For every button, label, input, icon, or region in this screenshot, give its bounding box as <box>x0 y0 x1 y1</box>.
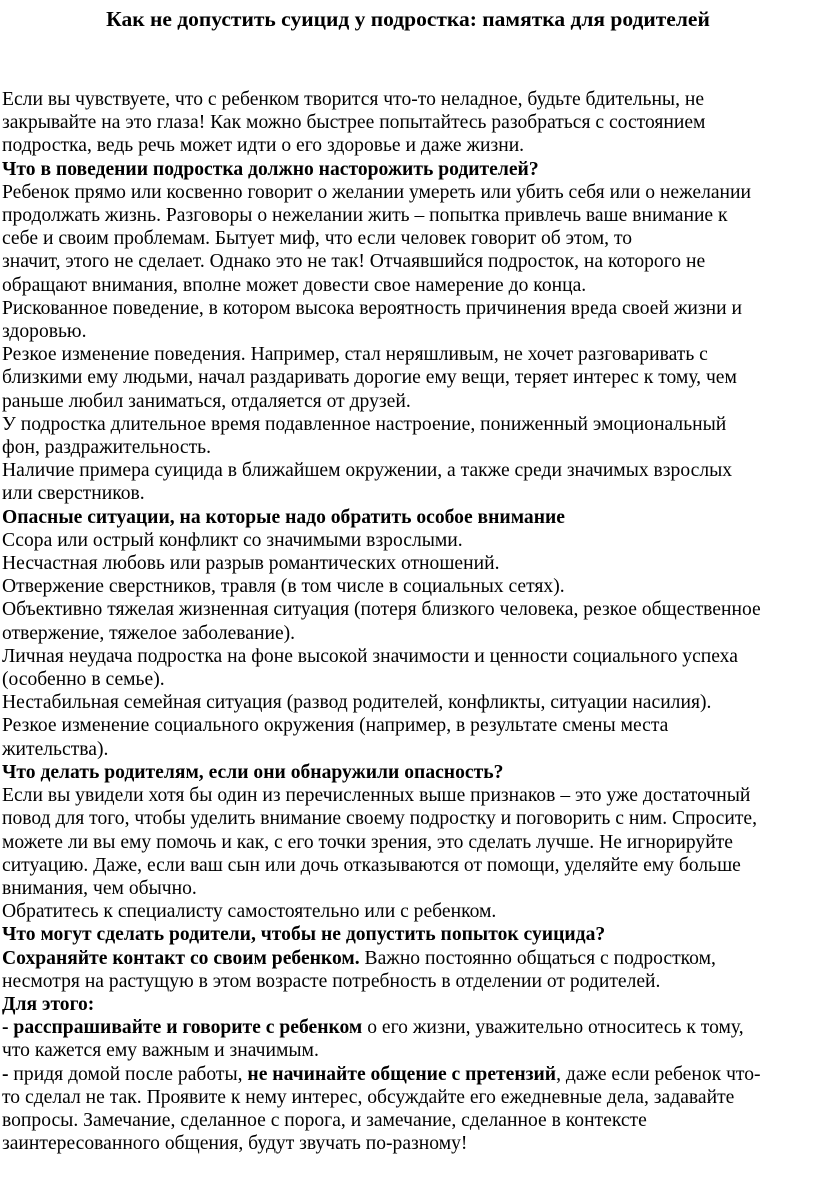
situation-line: (особенно в семье). <box>2 669 165 691</box>
warning-sign-line: обращают внимания, вполне может довести свое намерение до конца. <box>2 274 587 296</box>
contact-bold: Сохраняйте контакт со своим ребенком. <box>2 947 360 969</box>
warning-sign-line: продолжать жизнь. Разговоры о нежелании жить – попытка привлечь ваше внимание к <box>2 205 728 227</box>
for-this-label: Для этого: <box>2 993 95 1015</box>
advice-line: Если вы увидели хотя бы один из перечисленных выше признаков – это уже достаточный <box>2 785 751 807</box>
situation-line: Объективно тяжелая жизненная ситуация (потеря близкого человека, резкое общественное <box>2 599 761 621</box>
document-body <box>2 88 816 1155</box>
contact-line: несмотря на растущую в этом возрасте потребность в отделении от родителей. <box>2 970 661 992</box>
intro-line: подростка, ведь речь может идти о его здоровье и даже жизни. <box>2 135 525 157</box>
situation-line: Несчастная любовь или разрыв романтических отношений. <box>2 553 500 575</box>
tip-line: что кажется ему важным и значимым. <box>2 1040 319 1062</box>
tip-bold: не начинайте общение с претензий <box>247 1063 557 1085</box>
tip-post: , даже если ребенок что- <box>556 1063 761 1085</box>
tip-bold: - расспрашивайте и говорите с ребенком <box>2 1017 363 1039</box>
situation-line: Нестабильная семейная ситуация (развод родителей, конфликты, ситуации насилия). <box>2 692 712 714</box>
tip-line <box>2 1016 816 1039</box>
tip-line: вопросы. Замечание, сделанное с порога, и замечание, сделанное в контексте <box>2 1109 647 1131</box>
warning-sign-line: себе и своим проблемам. Бытует миф, что если человек говорит об этом, то <box>2 228 633 250</box>
section-heading-warning-signs: Что в поведении подростка должно насторожить родителей? <box>2 158 539 180</box>
tip-line: то сделал не так. Проявите к нему интерес, обсуждайте его ежедневные дела, задавайте <box>2 1086 735 1108</box>
warning-sign-line: здоровью. <box>2 321 87 343</box>
advice-line: можете ли вы ему помочь и как, с его точки зрения, это сделать лучше. Не игнорируйте <box>2 831 733 853</box>
situation-line: Резкое изменение социального окружения (например, в результате смены места <box>2 715 669 737</box>
advice-line: ситуацию. Даже, если ваш сын или дочь отказываются от помощи, уделяйте ему больше <box>2 854 741 876</box>
advice-line: повод для того, чтобы уделить внимание своему подростку и поговорить с ним. Спросите, <box>2 808 757 830</box>
warning-sign-line: Резкое изменение поведения. Например, стал неряшливым, не хочет разговаривать с <box>2 344 708 366</box>
situation-line: Личная неудача подростка на фоне высокой значимости и ценности социального успеха <box>2 645 738 667</box>
warning-sign-line: Наличие примера суицида в ближайшем окружении, а также среди значимых взрослых <box>2 460 733 482</box>
warning-sign-line: У подростка длительное время подавленное настроение, пониженный эмоциональный <box>2 413 727 435</box>
tip-pre: придя домой после работы, <box>8 1063 248 1085</box>
section-heading-dangerous-situations: Опасные ситуации, на которые надо обратить особое внимание <box>2 506 566 528</box>
intro-line: Если вы чувствуете, что с ребенком творится что-то неладное, будьте бдительны, не <box>2 89 705 110</box>
warning-sign-line: Рискованное поведение, в котором высока вероятность причинения вреда своей жизни и <box>2 297 743 319</box>
document-title: Как не допустить суицид у подростка: памятка для родителей <box>106 7 710 31</box>
tip-dash: - <box>2 1063 9 1085</box>
advice-line: внимания, чем обычно. <box>2 877 197 899</box>
warning-sign-line: Ребенок прямо или косвенно говорит о желании умереть или убить себя или о нежелании <box>2 181 752 203</box>
situation-line: Отвержение сверстников, травля (в том числе в социальных сетях). <box>2 576 565 598</box>
tip-rest: о его жизни, уважительно относитесь к тому, <box>362 1017 744 1039</box>
situation-line: жительства). <box>2 738 109 760</box>
contact-rest: Важно постоянно общаться с подростком, <box>359 947 716 969</box>
advice-line: Обратитесь к специалисту самостоятельно или с ребенком. <box>2 901 497 923</box>
warning-sign-line: или сверстников. <box>2 483 145 505</box>
warning-sign-line: фон, раздражительность. <box>2 437 211 459</box>
tip-line <box>2 1063 816 1086</box>
situation-line: Ссора или острый конфликт со значимыми взрослыми. <box>2 529 463 551</box>
section-heading-what-to-do: Что делать родителям, если они обнаружили опасность? <box>2 761 504 783</box>
warning-sign-line: близкими ему людьми, начал раздаривать дорогие ему вещи, теряет интерес к тому, чем <box>2 367 737 389</box>
contact-line <box>2 947 816 970</box>
tip-line: заинтересованного общения, будут звучать по-разному! <box>2 1133 468 1155</box>
warning-sign-line: раньше любил заниматься, отдаляется от друзей. <box>2 390 411 412</box>
warning-sign-line: значит, этого не сделает. Однако это не так! Отчаявшийся подросток, на которого не <box>2 251 706 273</box>
section-heading-prevention: Что могут сделать родители, чтобы не допустить попыток суицида? <box>2 924 606 946</box>
intro-line: закрывайте на это глаза! Как можно быстрее попытайтесь разобраться с состоянием <box>2 112 706 134</box>
situation-line: отвержение, тяжелое заболевание). <box>2 622 296 644</box>
